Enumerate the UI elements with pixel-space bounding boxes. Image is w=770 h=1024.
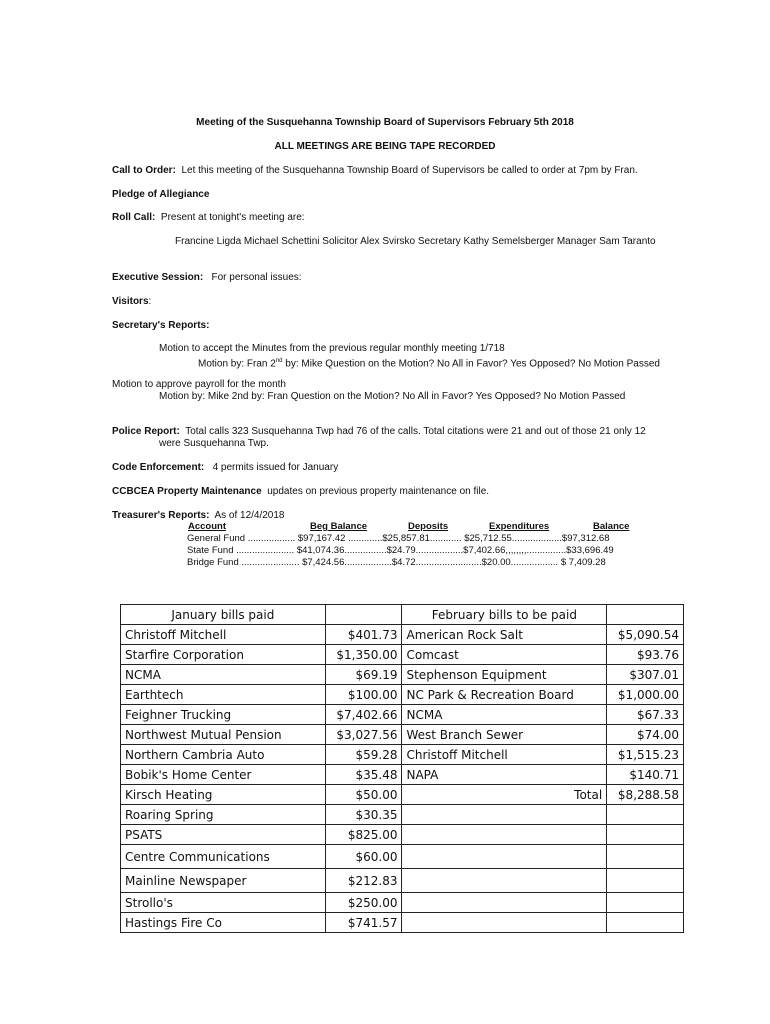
january-payee: PSATS: [121, 825, 326, 845]
executive-session-text: For personal issues:: [211, 272, 302, 283]
col-beg-balance: Beg Balance: [310, 521, 368, 532]
police-report: [112, 426, 646, 438]
january-amount: $212.83: [325, 869, 402, 893]
february-payee: Christoff Mitchell: [402, 745, 607, 765]
bills-row: [121, 893, 684, 913]
minutes-motion-vote: [198, 355, 660, 370]
january-payee: Northern Cambria Auto: [121, 745, 326, 765]
ccbcea: [112, 486, 489, 498]
february-amount: $307.01: [607, 665, 684, 685]
secretary-heading: Secretary's Reports:: [112, 320, 210, 331]
january-payee: Roaring Spring: [121, 805, 326, 825]
police-report-text: Total calls 323 Susquehanna Twp had 76 of the calls. Total citations were 21 and out of those 21 only 12: [185, 426, 646, 437]
february-payee: Stephenson Equipment: [402, 665, 607, 685]
february-amount: [607, 805, 684, 825]
ccbcea-label: CCBCEA Property Maintenance: [112, 486, 262, 497]
police-report-label: Police Report:: [112, 426, 180, 437]
roll-call-label: Roll Call:: [112, 212, 156, 223]
call-to-order-text: Let this meeting of the Susquehanna Township Board of Supervisors be called to order at 7pm by Fran.: [181, 165, 638, 176]
january-payee: Kirsch Heating: [121, 785, 326, 805]
january-payee: NCMA: [121, 665, 326, 685]
february-amount: [607, 869, 684, 893]
january-amount: $69.19: [325, 665, 402, 685]
february-amount: $5,090.54: [607, 625, 684, 645]
fund-row-general: General Fund .................. $97,167.42 .............$25,857.81............ $25,712.55...................$97,312.68: [187, 533, 610, 544]
code-enforcement: [112, 462, 338, 474]
col-balance: Balance: [593, 521, 630, 532]
fund-row-bridge: Bridge Fund ...................... $7,424.56..................$4.72.........................$20.00.................. $ 7,409.28: [187, 557, 606, 568]
bills-row: [121, 869, 684, 893]
vote-sup: nd: [275, 358, 283, 364]
february-payee: [402, 913, 607, 933]
meeting-title: Meeting of the Susquehanna Township Board of Supervisors February 5th 2018: [196, 117, 574, 128]
february-amount: [607, 913, 684, 933]
visitors-colon: :: [148, 296, 152, 307]
ccbcea-text: updates on previous property maintenance on file.: [267, 486, 490, 497]
treasurer-asof: As of 12/4/2018: [214, 510, 285, 521]
february-payee: Comcast: [402, 645, 607, 665]
february-payee: [402, 805, 607, 825]
january-payee: Northwest Mutual Pension: [121, 725, 326, 745]
col-account: Account: [188, 521, 226, 532]
january-payee: Hastings Fire Co: [121, 913, 326, 933]
february-amount: [607, 893, 684, 913]
january-amount: $35.48: [325, 765, 402, 785]
payroll-motion-vote: Motion by: Mike 2nd by: Fran Question on the Motion? No All in Favor? Yes Opposed? No Motion Passed: [159, 391, 626, 402]
bills-row: [121, 805, 684, 825]
february-payee: [402, 893, 607, 913]
january-payee: Centre Communications: [121, 845, 326, 869]
february-payee: NCMA: [402, 705, 607, 725]
visitors-label: Visitors: [112, 296, 149, 307]
bills-row: [121, 685, 684, 705]
visitors: [112, 296, 151, 308]
bills-row: [121, 785, 684, 805]
february-header: February bills to be paid: [402, 605, 607, 625]
january-amount: $250.00: [325, 893, 402, 913]
roll-call: [112, 212, 305, 224]
january-payee: Bobik's Home Center: [121, 765, 326, 785]
bills-row: [121, 765, 684, 785]
bills-row: [121, 745, 684, 765]
bills-row: [121, 845, 684, 869]
january-amount: $741.57: [325, 913, 402, 933]
february-payee: NAPA: [402, 765, 607, 785]
february-amount: [607, 825, 684, 845]
february-amount: [607, 845, 684, 869]
fund-row-state: State Fund ...................... $41,074.36................$24.79..................$7,402.66,,,,,,,,...............$33,696.49: [187, 545, 614, 556]
february-amount: $1,000.00: [607, 685, 684, 705]
january-amount: $100.00: [325, 685, 402, 705]
january-amount: $60.00: [325, 845, 402, 869]
bills-row: [121, 645, 684, 665]
february-total-label: Total: [402, 785, 607, 805]
january-amount: $50.00: [325, 785, 402, 805]
january-payee: Christoff Mitchell: [121, 625, 326, 645]
pledge-heading: Pledge of Allegiance: [112, 189, 210, 200]
february-payee: West Branch Sewer: [402, 725, 607, 745]
code-enforcement-text: 4 permits issued for January: [212, 462, 339, 473]
january-payee: Earthtech: [121, 685, 326, 705]
recorded-notice: ALL MEETINGS ARE BEING TAPE RECORDED: [274, 141, 496, 152]
january-payee: Feighner Trucking: [121, 705, 326, 725]
january-payee: Starfire Corporation: [121, 645, 326, 665]
header-blank: [607, 605, 684, 625]
february-payee: [402, 845, 607, 869]
attendees-list: Francine Ligda Michael Schettini Solicitor Alex Svirsko Secretary Kathy Semelsberger Manager Sam Taranto: [175, 236, 656, 247]
january-amount: $825.00: [325, 825, 402, 845]
col-expenditures: Expenditures: [489, 521, 550, 532]
police-report-cont: were Susquehanna Twp.: [159, 438, 269, 449]
february-amount: $74.00: [607, 725, 684, 745]
january-amount: $7,402.66: [325, 705, 402, 725]
bills-row: [121, 825, 684, 845]
bills-row: [121, 725, 684, 745]
january-amount: $30.35: [325, 805, 402, 825]
treasurer-label: Treasurer's Reports:: [112, 510, 210, 521]
january-amount: $3,027.56: [325, 725, 402, 745]
vote-part-b: by: Mike Question on the Motion? No All in Favor? Yes Opposed? No Motion Passed: [282, 358, 660, 370]
january-payee: Strollo's: [121, 893, 326, 913]
code-enforcement-label: Code Enforcement:: [112, 462, 205, 473]
minutes-motion: Motion to accept the Minutes from the previous regular monthly meeting 1/718: [159, 343, 505, 354]
executive-session-label: Executive Session:: [112, 272, 204, 283]
executive-session: [112, 272, 302, 284]
january-header: January bills paid: [121, 605, 326, 625]
vote-part-a: Motion by: Fran 2: [198, 358, 276, 370]
january-amount: $59.28: [325, 745, 402, 765]
roll-call-text: Present at tonight's meeting are:: [160, 212, 305, 223]
february-amount: $1,515.23: [607, 745, 684, 765]
bills-row: [121, 665, 684, 685]
col-deposits: Deposits: [408, 521, 449, 532]
february-total-amount: $8,288.58: [607, 785, 684, 805]
january-amount: $1,350.00: [325, 645, 402, 665]
february-amount: $67.33: [607, 705, 684, 725]
call-to-order: [112, 165, 638, 177]
january-payee: Mainline Newspaper: [121, 869, 326, 893]
february-payee: [402, 869, 607, 893]
february-payee: [402, 825, 607, 845]
february-payee: American Rock Salt: [402, 625, 607, 645]
call-to-order-label: Call to Order:: [112, 165, 176, 176]
february-amount: $93.76: [607, 645, 684, 665]
header-blank: [325, 605, 402, 625]
january-amount: $401.73: [325, 625, 402, 645]
bills-row: [121, 913, 684, 933]
bills-table: [120, 604, 684, 933]
bills-row: [121, 705, 684, 725]
payroll-motion: Motion to approve payroll for the month: [112, 379, 286, 390]
bills-row: [121, 625, 684, 645]
february-payee: NC Park & Recreation Board: [402, 685, 607, 705]
bills-header-row: [121, 605, 684, 625]
february-amount: $140.71: [607, 765, 684, 785]
